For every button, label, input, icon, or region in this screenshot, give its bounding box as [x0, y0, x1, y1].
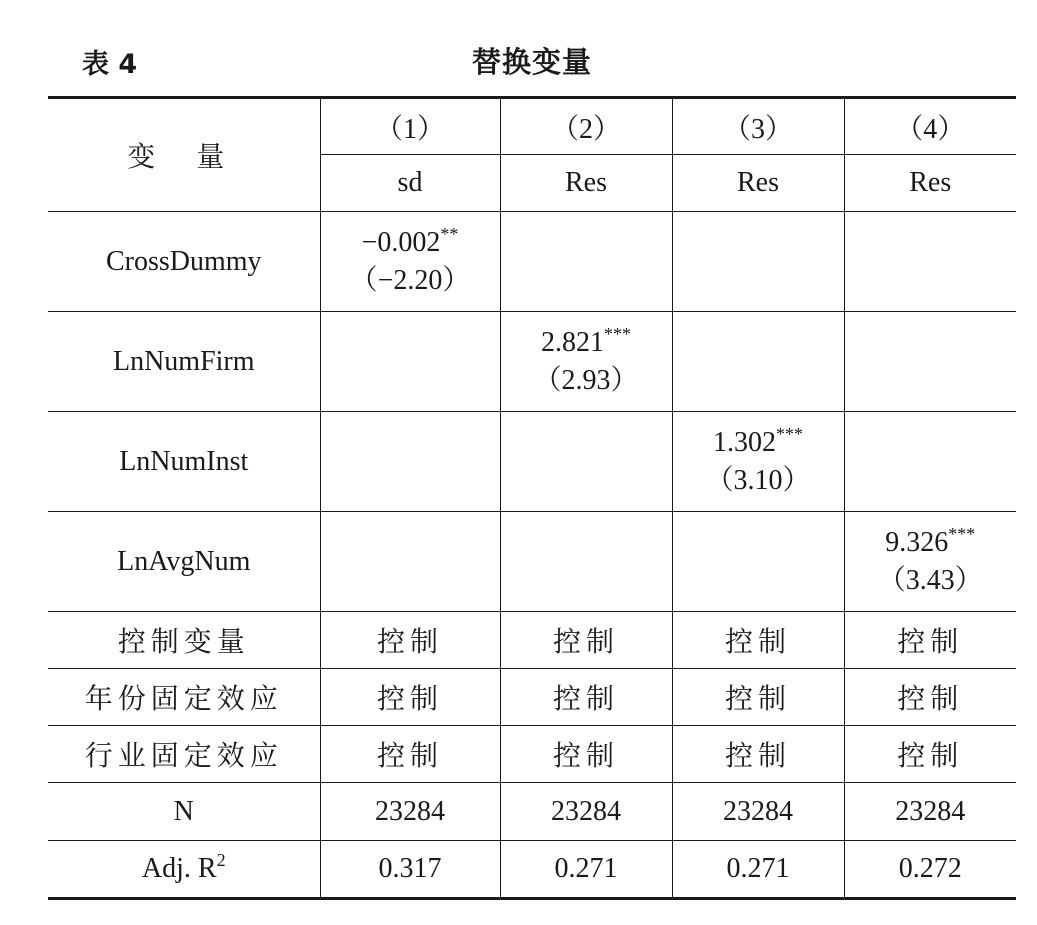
- control-cell: 控制: [844, 612, 1016, 669]
- r2-cell: 0.317: [320, 841, 500, 899]
- empty-cell: [500, 512, 672, 612]
- empty-cell: [844, 412, 1016, 512]
- table-row: [48, 841, 1016, 899]
- control-cell: 控制: [500, 669, 672, 726]
- dependent-variable: Res: [672, 155, 844, 212]
- observations-cell: 23284: [672, 783, 844, 841]
- coefficient-cell: [672, 412, 844, 512]
- significance-stars: ***: [604, 323, 631, 344]
- adj-r2-superscript: 2: [216, 850, 226, 870]
- empty-cell: [320, 512, 500, 612]
- column-number: （3）: [672, 98, 844, 155]
- row-label: LnAvgNum: [48, 512, 320, 612]
- table-row: [48, 783, 1016, 841]
- empty-cell: [672, 512, 844, 612]
- significance-stars: **: [440, 223, 459, 244]
- row-label: LnNumFirm: [48, 312, 320, 412]
- r2-cell: 0.271: [500, 841, 672, 899]
- control-cell: 控制: [320, 612, 500, 669]
- significance-stars: ***: [948, 523, 976, 544]
- row-label: 年份固定效应: [48, 669, 320, 726]
- column-number: （4）: [844, 98, 1016, 155]
- coefficient-cell: [320, 212, 500, 312]
- row-label: 控制变量: [48, 612, 320, 669]
- empty-cell: [500, 212, 672, 312]
- empty-cell: [672, 312, 844, 412]
- table-row: [48, 412, 1016, 512]
- control-cell: 控制: [672, 726, 844, 783]
- empty-cell: [500, 412, 672, 512]
- regression-table: [48, 96, 1016, 900]
- observations-cell: 23284: [320, 783, 500, 841]
- table-title: 替换变量: [471, 45, 592, 79]
- table-row: [48, 726, 1016, 783]
- row-label: N: [48, 783, 320, 841]
- dependent-variable: Res: [844, 155, 1016, 212]
- control-cell: 控制: [500, 726, 672, 783]
- table-row: [48, 212, 1016, 312]
- row-label: 行业固定效应: [48, 726, 320, 783]
- empty-cell: [320, 312, 500, 412]
- observations-cell: 23284: [844, 783, 1016, 841]
- empty-cell: [320, 412, 500, 512]
- empty-cell: [844, 212, 1016, 312]
- coefficient-value: 9.326: [885, 526, 949, 558]
- control-cell: 控制: [672, 612, 844, 669]
- dependent-variable: Res: [500, 155, 672, 212]
- row-label: LnNumInst: [48, 412, 320, 512]
- table-caption: [48, 38, 1016, 88]
- coefficient-value: 1.302: [713, 426, 776, 458]
- r2-cell: 0.272: [844, 841, 1016, 899]
- table-row: [48, 312, 1016, 412]
- t-statistic: （−2.20）: [349, 264, 471, 296]
- coefficient-cell: [500, 312, 672, 412]
- control-cell: 控制: [500, 612, 672, 669]
- column-number: （2）: [500, 98, 672, 155]
- observations-cell: 23284: [500, 783, 672, 841]
- table-number: 表 4: [82, 49, 138, 80]
- adj-r2-label: Adj. R: [141, 853, 217, 884]
- variable-header: 变 量: [48, 98, 320, 212]
- row-label: [48, 841, 320, 899]
- table-row: [48, 669, 1016, 726]
- control-cell: 控制: [844, 726, 1016, 783]
- header-row-numbers: [48, 98, 1016, 155]
- t-statistic: （3.43）: [877, 564, 983, 596]
- control-cell: 控制: [844, 669, 1016, 726]
- control-cell: 控制: [320, 726, 500, 783]
- table-row: [48, 612, 1016, 669]
- control-cell: 控制: [672, 669, 844, 726]
- significance-stars: ***: [776, 423, 803, 444]
- coefficient-value: 2.821: [541, 326, 604, 358]
- row-label: CrossDummy: [48, 212, 320, 312]
- column-number: （1）: [320, 98, 500, 155]
- coefficient-value: −0.002: [361, 226, 441, 258]
- table-row: [48, 512, 1016, 612]
- dependent-variable: sd: [320, 155, 500, 212]
- coefficient-cell: [844, 512, 1016, 612]
- empty-cell: [844, 312, 1016, 412]
- empty-cell: [672, 212, 844, 312]
- t-statistic: （3.10）: [705, 464, 811, 496]
- t-statistic: （2.93）: [533, 364, 639, 396]
- r2-cell: 0.271: [672, 841, 844, 899]
- control-cell: 控制: [320, 669, 500, 726]
